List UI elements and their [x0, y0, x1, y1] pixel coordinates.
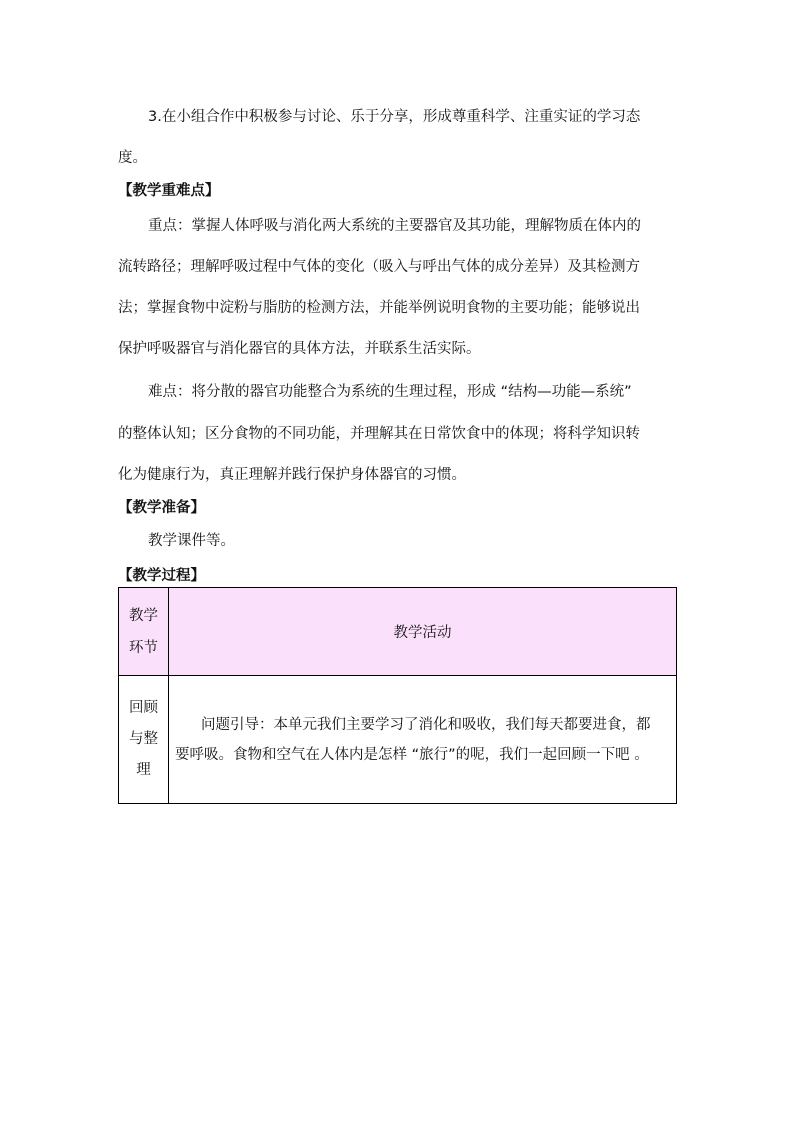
teaching-process-table: [118, 587, 677, 804]
difficulty-line-1: 难点：将分散的器官功能整合为系统的生理过程，形成 “结构—功能—系统”: [148, 384, 632, 400]
heading-preparation: 【教学准备】: [118, 500, 205, 516]
row-stage-cell: [119, 676, 169, 804]
goal-3-line-2: 度。: [118, 150, 147, 166]
header-cell-stage: [119, 588, 169, 676]
preparation-text: 教学课件等。: [148, 533, 235, 549]
activity-line-1: 问题引导：本单元我们主要学习了消化和吸收，我们每天都要进食，都: [201, 716, 651, 733]
header-stage-line-1: 教学: [129, 607, 158, 624]
key-point-line-2: 流转路径；理解呼吸过程中气体的变化（吸入与呼出气体的成分差异）及其检测方: [118, 259, 640, 275]
activity-line-2: 要呼吸。食物和空气在人体内是怎样 “旅行”的呢，我们一起回顾一下吧 。: [175, 746, 649, 763]
stage-line-1: 回顾: [129, 700, 158, 716]
difficulty-line-3: 化为健康行为，真正理解并践行保护身体器官的习惯。: [118, 467, 466, 483]
goal-3-line-1: 3.在小组合作中积极参与讨论、乐于分享，形成尊重科学、注重实证的学习态: [148, 109, 641, 125]
stage-line-3: 理: [136, 762, 151, 778]
key-point-line-4: 保护呼吸器官与消化器官的具体方法，并联系生活实际。: [118, 341, 481, 357]
header-cell-activity: 教学活动: [169, 588, 677, 676]
table-header-row: [119, 588, 677, 676]
stage-line-2: 与整: [129, 731, 158, 747]
difficulty-line-2: 的整体认知；区分食物的不同功能，并理解其在日常饮食中的体现；将科学知识转: [118, 426, 640, 442]
heading-key-difficult: 【教学重难点】: [118, 183, 220, 199]
key-point-line-3: 法；掌握食物中淀粉与脂肪的检测方法，并能举例说明食物的主要功能；能够说出: [118, 300, 640, 316]
header-stage-line-2: 环节: [129, 639, 158, 656]
heading-process: 【教学过程】: [118, 568, 205, 584]
row-activity-cell: [169, 676, 677, 804]
table-row: [119, 676, 677, 804]
key-point-line-1: 重点：掌握人体呼吸与消化两大系统的主要器官及其功能，理解物质在体内的: [148, 218, 641, 234]
